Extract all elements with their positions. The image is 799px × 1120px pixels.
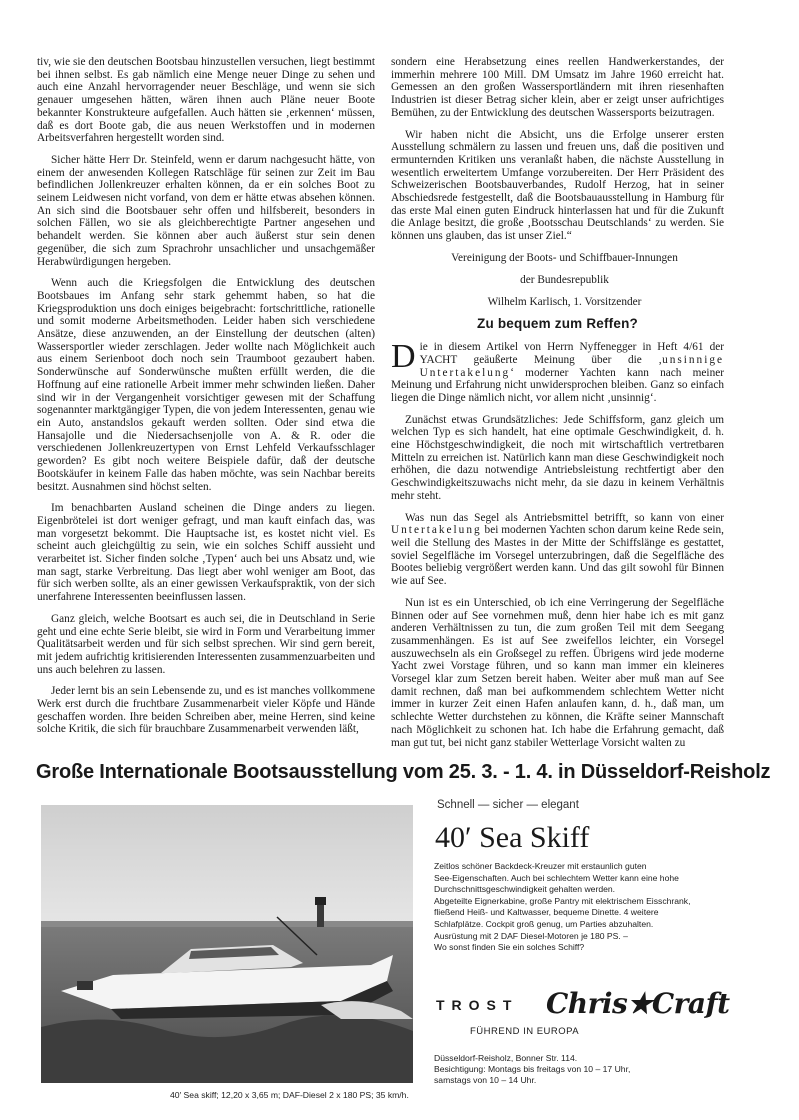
signature-name: Wilhelm Karlisch, 1. Vorsitzender	[487, 296, 642, 309]
paragraph: Jeder lernt bis an sein Lebensende zu, und es ist manches vollkommene Werk erst durch die fruchtbare Zusammenarbeit vieler Köpfe und Hände geschaffen worden. Ihre beiden Schreiben aber, meine Herren, sind keine solche Kritik, die sich für brauchbare Zusammenarbeit verwenden läßt,	[37, 685, 375, 736]
intro-text: ie in diesem Artikel von Herrn Nyffenegger in Heft 4/61 der YACHT geäußerte Meinung über die ‚	[419, 341, 724, 366]
boat-illustration	[41, 805, 413, 1083]
paragraph: tiv, wie sie den deutschen Bootsbau hinzustellen versuchen, liegt bestimmt bei ihnen selbst. Es gab nämlich eine Menge neuer Dinge zu sehen und auch eine Anzahl hervorragender neuer Beschläge, und wenn sie sich genauer umgesehen hätten, wären ihnen auch Pläne neuer Boote bekannter Konstrukteure aufgefallen. Auch hätten sie ‚erkennen‘ müssen, daß es dort Boote gab, die aus neuen Werkstoffen und in modernen Arbeitsverfahren hergestellt worden sind.	[37, 56, 375, 145]
paragraph: Sicher hätte Herr Dr. Steinfeld, wenn er darum nachgesucht hätte, von einem der anwesenden Kollegen Ratschläge für seinen zur Zeit im Bau befindlichen Jollenkreuzer erhalten können, da er ein solches Boot zu seinem Leidwesen nicht vorfand, von dem er hätte etwas absehen können. An sich sind die Bootsbauer sehr offen und hilfsbereit, besonders in solchen Fällen, wo sie als gleichberechtigte Partner angesehen und behandelt werden. Sie können aber auch äußerst stur sein denen gegenüber, die sich zum Sprachrohr unsachlicher und unsachgemäßer Herabwürdigungen hergeben.	[37, 153, 375, 268]
description-line: Wo sonst finden Sie ein solches Schiff?	[434, 942, 585, 953]
description-line: Schlafplätze. Cockpit groß genug, um Parties abzuhalten.	[434, 918, 654, 929]
ad-tagline: Schnell — sicher — elegant	[437, 799, 579, 811]
description-line: Abgeteilte Eignerkabine, große Pantry mit elektrischem Eisschrank,	[434, 895, 691, 906]
paragraph	[391, 512, 724, 588]
article-intro	[391, 338, 724, 405]
address-line: Düsseldorf-Reisholz, Bonner Str. 114.	[434, 1053, 578, 1063]
spaced-term: unsinnige Untertakelung	[419, 353, 724, 379]
signature-org: Vereinigung der Boots- und Schiffbauer-Innungen	[451, 251, 678, 264]
drop-cap: D	[391, 338, 416, 376]
article-heading: Zu bequem zum Reffen?	[477, 316, 638, 332]
description-line: fließend Heiß- und Kaltwasser, bequeme Dinette. 4 weitere	[434, 907, 659, 918]
intro-text-cont: ‘ moderner Yachten kann nach meiner Meinung und Erfahrung nicht unwidersprochen bleiben. Ganz so einfach liegen die Dinge nämlich nicht, vor allem nicht ‚unsinnig‘.	[391, 366, 724, 404]
para-text: Was nun das Segel als Antriebsmittel betrifft, so kann von einer	[405, 511, 724, 524]
paragraph: Ganz gleich, welche Bootsart es auch sei, die in Deutschland in Serie geht und eine echte Serie bleibt, sie wird in Form und Verarbeitung immer Qualitätsarbeit werden und für sich selbst sprechen. Wir sind gern bereit, mit jedem aufrichtig kritisierenden Interessenten zusammenzuarbeiten und uns auch belehren zu lassen.	[37, 612, 375, 676]
address-line: Besichtigung: Montags bis freitags von 10 – 17 Uhr,	[434, 1063, 631, 1074]
brand-tagline: FÜHREND IN EUROPA	[470, 1026, 580, 1037]
paragraph: Nun ist es ein Unterschied, ob ich eine Verringerung der Segelfläche Binnen oder auf See vornehmen muß, denn hier habe ich es mit ganz anderen Verhältnissen zu tun, die zum großen Teil mit dem Seegang zusammenhängen. Es ist auf See zweifellos leichter, ein Vorsegel auszuwechseln als ein Großsegel zu reffen. Übrigens wird jede moderne Yacht zwei Vorstage führen, und so kann man immer ein kleineres Vorsegel klar zum Setzen bereit haben. Weiter aber muß man auf See damit rechnen, daß man bei aufkommendem schlechtem Wetter nicht immer in kurzer Zeit einen Hafen anlaufen kann, d. h., daß man, um schlechte Wetter durchstehen zu können, die Kräfte seiner Mannschaft nach Möglichkeit zu schonen hat. Ich habe die Erfahrung gemacht, daß man gut tut, bei nicht ganz stabiler Wetterlage Vorsicht walten zu	[391, 596, 724, 749]
description-line: See-Eigenschaften. Auch bei schlechtem Wetter kann eine hohe	[434, 872, 679, 883]
brand-trost: TROST	[436, 997, 519, 1013]
photo-caption: 40′ Sea skiff; 12,20 x 3,65 m; DAF-Diesel 2 x 180 PS; 35 km/h.	[170, 1090, 409, 1100]
right-text-column	[391, 56, 724, 758]
signature-org-2: der Bundesrepublik	[520, 274, 609, 287]
ad-model-name: 40′ Sea Skiff	[435, 821, 590, 854]
ad-title: Große Internationale Bootsausstellung vom 25. 3. - 1. 4. in Düsseldorf-Reisholz	[36, 761, 771, 783]
paragraph: Wir haben nicht die Absicht, uns die Erfolge unserer ersten Ausstellung schmälern zu lassen und freuen uns, daß die positiven und ermunternden Kritiken uns veranlaßt haben, die nächste Ausstellung in wesentlich erweitertem Umfange vorzubereiten. Der Herr Präsident des Schweizerischen Bootsbauverbandes, Rudolf Herzog, hat in seiner Abschiedsrede festgestellt, daß die Bootsbauausstellung in Hamburg für das erste Mal einen guten Eindruck hinterlassen hat und für die Zukunft die Anlage besitzt, die große ‚Bootsschau Deutschlands‘ zu werden. Sie können uns glauben, das ist unser Ziel.“	[391, 128, 724, 243]
para-text-cont: bei modernen Yachten schon darum keine Rede sein, weil die Stellung des Mastes in der Mitte der Schiffslänge es gestattet, soviel Segelfläche im Vorsegel unterzubringen, daß die Segelfläche des Bootes beliebig vergrößert werden kann. Und das gilt sowohl für Binnen wie auf See.	[391, 524, 724, 588]
description-line: Zeitlos schöner Backdeck-Kreuzer mit erstaunlich guten	[434, 861, 647, 871]
paragraph: Zunächst etwas Grundsätzliches: Jede Schiffsform, ganz gleich um welchen Typ es sich handelt, hat eine optimale Geschwindigkeit, d. h. eine Höchstgeschwindigkeit, die noch mit wirtschaftlich vertretbaren Mitteln zu erreichen ist. Natürlich kann man diese Geschwindigkeit noch erhöhen, die dazu notwendige Antriebsleistung rechtfertigt aber den Geschwindigkeitszuwachs nicht mehr, da sie dazu in keinem Verhältnis mehr steht.	[391, 413, 724, 502]
left-text-column	[37, 56, 375, 745]
ad-address	[434, 1053, 734, 1085]
paragraph: sondern eine Herabsetzung eines reellen Handwerkerstandes, der immerhin mehrere 100 Mill. DM Umsatz im Jahre 1960 erreicht hat. Gemessen an den großen Wassersportländern mit ihren riesenhaften Industrien ist dieser Betrag sicher klein, aber er zeigt unser aufrichtiges Bemühen, zu der Entwicklung des deutschen Wassersports beizutragen.	[391, 56, 724, 119]
address-line: samstags von 10 – 14 Uhr.	[434, 1074, 537, 1085]
description-line: Ausrüstung mit 2 DAF Diesel-Motoren je 180 PS. –	[434, 930, 628, 941]
brand-chris-craft: Chris★Craft	[546, 987, 730, 1020]
brand-logo	[436, 989, 736, 1031]
boat-show-advertisement	[30, 757, 771, 1107]
paragraph: Im benachbarten Ausland scheinen die Dinge anders zu liegen. Eigenbrötelei ist dort weniger gefragt, und man kauft einfach das, was man vorgesetzt bekommt. Die Hauptsache ist, es kostet nicht viel. Es scheint auch gleichgültig zu sein, wie ein solches Schiff aussieht und verarbeitet ist. Sicher finden solche ‚Typen‘ auch bei uns Absatz und, wie man sagt, starke Verbreitung. Das liegt aber wohl weniger am Boot, das für sich werben sollte, als an einer gewissen Verkaufspraktik, von der sich unerfahrene Interessenten beeinflussen lassen.	[37, 502, 375, 604]
description-line: Durchschnittsgeschwindigkeit gehalten werden.	[434, 884, 616, 895]
boat-photo	[41, 805, 413, 1083]
paragraph: Wenn auch die Kriegsfolgen die Entwicklung des deutschen Bootsbaues im Anfang sehr stark gehemmt haben, so hat die Kriegsproduktion uns doch einiges beigebracht: fortschrittliche, rationelle und somit moderne Arbeitsmethoden. Leider haben sich verschiedene Ansätze, diese anzuwenden, an der Einstellung der deutschen (alten) Wassersportler wieder zerschlagen. Jeder wollte nach Möglichkeit auch aus einem Serienboot doch noch sein Traumboot gezaubert haben. Sonderwünsche auf Sonderwünsche mußten erfüllt werden, die die Hoffnung auf eine rationelle Arbeit immer mehr schwinden ließen. Daher sind wir in der Vergangenheit vorsichtiger gewesen mit der Schaffung sogenannter marktgängiger Typen, die von jedem Interessenten, genau wie ein Auto, anstandslos gekauft werden sollten. Oder sind etwa die Hansajolle und die Niedersachsenjolle von A. & R. oder die verschiedenen Jollenkreuzertypen von Ernst Lehfeld Verkaufsschlager geworden? Es gibt noch weitere Beispiele dafür, daß der deutsche Bootskäufer in keinem Falle das haben möchte, was sein Nachbar bereits besitzt. Ausnahmen sind höchst selten.	[37, 277, 375, 493]
spaced-term: Untertakelung	[391, 524, 482, 537]
ad-description	[434, 861, 734, 954]
